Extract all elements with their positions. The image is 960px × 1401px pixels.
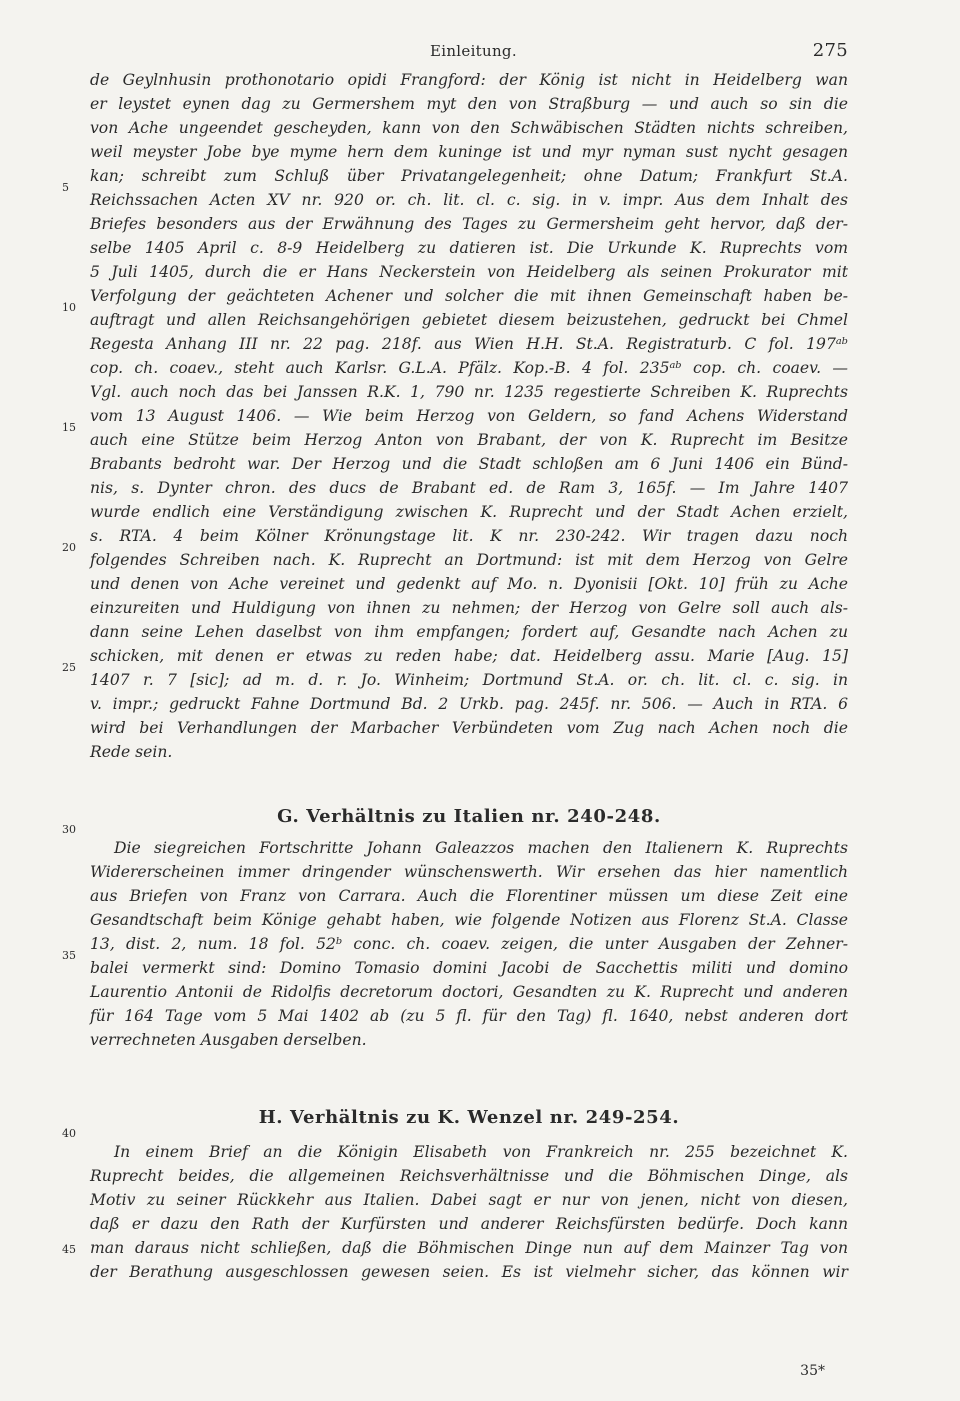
line-number: 20: [62, 541, 76, 554]
text-line: Gesandtschaft beim Könige gehabt haben, wie folgende Notizen aus Florenz St.A. Classe: [90, 911, 848, 929]
text-line: Motiv zu seiner Rückkehr aus Italien. Dabei sagt er nur von jenen, nicht von diesen,: [90, 1191, 848, 1209]
text-line: Briefes besonders aus der Erwähnung des Tages zu Germersheim geht hervor, daß der-: [90, 215, 848, 233]
text-line: einzureiten und Huldigung von ihnen zu nehmen; der Herzog von Gelre soll auch als-: [90, 599, 848, 617]
line-number: 45: [62, 1243, 76, 1256]
line-number: 5: [62, 181, 69, 194]
section-heading-g: G. Verhältnis zu Italien nr. 240-248.: [277, 806, 661, 827]
text-line: Reichssachen Acten XV nr. 920 or. ch. lit. cl. c. sig. in v. impr. Aus dem Inhalt des: [90, 191, 848, 209]
text-line: In einem Brief an die Königin Elisabeth von Frankreich nr. 255 bezeichnet K.: [114, 1143, 848, 1161]
text-line: balei vermerkt sind: Domino Tomasio domini Jacobi de Sacchettis militi und domino: [90, 959, 848, 977]
running-title: Einleitung.: [430, 42, 517, 60]
text-line: und denen von Ache vereinet und gedenkt auf Mo. n. Dyonisii [Okt. 10] früh zu Ache: [90, 575, 848, 593]
text-line: auftragt und allen Reichsangehörigen gebietet diesem beizustehen, gedruckt bei Chmel: [90, 311, 848, 329]
text-line: 1407 r. 7 [sic]; ad m. d. r. Jo. Winheim; Dortmund St.A. or. ch. lit. cl. c. sig. in: [90, 671, 848, 689]
text-line: dann seine Lehen daselbst von ihm empfangen; fordert auf, Gesandte nach Achen zu: [90, 623, 848, 641]
text-line: er leystet eynen dag zu Germershem myt den von Straßburg — und auch so sin die: [90, 95, 848, 113]
text-line: kan; schreibt zum Schluß über Privatangelegenheit; ohne Datum; Frankfurt St.A.: [90, 167, 848, 185]
text-line: der Berathung ausgeschlossen gewesen seien. Es ist vielmehr sicher, das können wir: [90, 1263, 848, 1281]
text-line: man daraus nicht schließen, daß die Böhmischen Dinge nun auf dem Mainzer Tag von: [90, 1239, 848, 1257]
signature-mark: 35*: [800, 1363, 825, 1379]
text-line: verrechneten Ausgaben derselben.: [90, 1031, 367, 1049]
line-number: 35: [62, 949, 76, 962]
text-line: v. impr.; gedruckt Fahne Dortmund Bd. 2 Urkb. pag. 245f. nr. 506. — Auch in RTA. 6: [90, 695, 848, 713]
text-line: weil meyster Jobe bye myme hern dem kuninge ist und myr nyman sust nycht gesagen: [90, 143, 848, 161]
text-line: Widererscheinen immer dringender wünschenswerth. Wir ersehen das hier namentlich: [90, 863, 848, 881]
text-line: selbe 1405 April c. 8-9 Heidelberg zu datieren ist. Die Urkunde K. Ruprechts vom: [90, 239, 848, 257]
text-line: daß er dazu den Rath der Kurfürsten und anderer Reichsfürsten bedürfe. Doch kann: [90, 1215, 848, 1233]
text-line: für 164 Tage vom 5 Mai 1402 ab (zu 5 fl. für den Tag) fl. 1640, nebst anderen dort: [90, 1007, 848, 1025]
text-line: nis, s. Dynter chron. des ducs de Brabant ed. de Ram 3, 165f. — Im Jahre 1407: [90, 479, 848, 497]
text-line: aus Briefen von Franz von Carrara. Auch die Florentiner müssen um diese Zeit eine: [90, 887, 848, 905]
line-number: 15: [62, 421, 76, 434]
text-line: von Ache ungeendet gescheyden, kann von den Schwäbischen Städten nichts schreiben,: [90, 119, 848, 137]
text-line: de Geylnhusin prothonotario opidi Frangford: der König ist nicht in Heidelberg wan: [90, 71, 848, 89]
text-line: 13, dist. 2, num. 18 fol. 52ᵇ conc. ch. coaev. zeigen, die unter Ausgaben der Zehner-: [90, 935, 848, 953]
text-line: Verfolgung der geächteten Achener und solcher die mit ihnen Gemeinschaft haben be-: [90, 287, 848, 305]
text-line: Vgl. auch noch das bei Janssen R.K. 1, 790 nr. 1235 regestierte Schreiben K. Ruprechts: [90, 383, 848, 401]
text-line: Laurentio Antonii de Ridolfis decretorum doctori, Gesandten zu K. Ruprecht und anderen: [90, 983, 848, 1001]
line-number: 10: [62, 301, 76, 314]
section-heading-h: H. Verhältnis zu K. Wenzel nr. 249-254.: [258, 1107, 680, 1128]
text-line: vom 13 August 1406. — Wie beim Herzog von Geldern, so fand Achens Widerstand: [90, 407, 848, 425]
text-line: Rede sein.: [90, 743, 173, 761]
line-number: 30: [62, 823, 76, 836]
text-line: Regesta Anhang III nr. 22 pag. 218f. aus Wien H.H. St.A. Registraturb. C fol. 197ᵃᵇ: [90, 335, 848, 353]
text-line: Ruprecht beides, die allgemeinen Reichsverhältnisse und die Böhmischen Dinge, als: [90, 1167, 848, 1185]
text-line: auch eine Stütze beim Herzog Anton von Brabant, der von K. Ruprecht im Besitze: [90, 431, 848, 449]
text-line: schicken, mit denen er etwas zu reden habe; dat. Heidelberg assu. Marie [Aug. 15]: [90, 647, 848, 665]
text-line: s. RTA. 4 beim Kölner Krönungstage lit. K nr. 230-242. Wir tragen dazu noch: [90, 527, 848, 545]
text-line: Die siegreichen Fortschritte Johann Galeazzos machen den Italienern K. Ruprechts: [114, 839, 848, 857]
text-line: Brabants bedroht war. Der Herzog und die Stadt schloßen am 6 Juni 1406 ein Bünd-: [90, 455, 848, 473]
text-line: wird bei Verhandlungen der Marbacher Verbündeten vom Zug nach Achen noch die: [90, 719, 848, 737]
text-line: cop. ch. coaev., steht auch Karlsr. G.L.A. Pfälz. Kop.-B. 4 fol. 235ᵃᵇ cop. ch. coaev. —: [90, 359, 848, 377]
line-number: 25: [62, 661, 76, 674]
text-line: 5 Juli 1405, durch die er Hans Neckerstein von Heidelberg als seinen Prokurator mit: [90, 263, 848, 281]
line-number: 40: [62, 1127, 76, 1140]
text-line: folgendes Schreiben nach. K. Ruprecht an Dortmund: ist mit dem Herzog von Gelre: [90, 551, 848, 569]
page-number: 275: [812, 40, 848, 61]
text-line: wurde endlich eine Verständigung zwischen K. Ruprecht und der Stadt Achen erzielt,: [90, 503, 848, 521]
